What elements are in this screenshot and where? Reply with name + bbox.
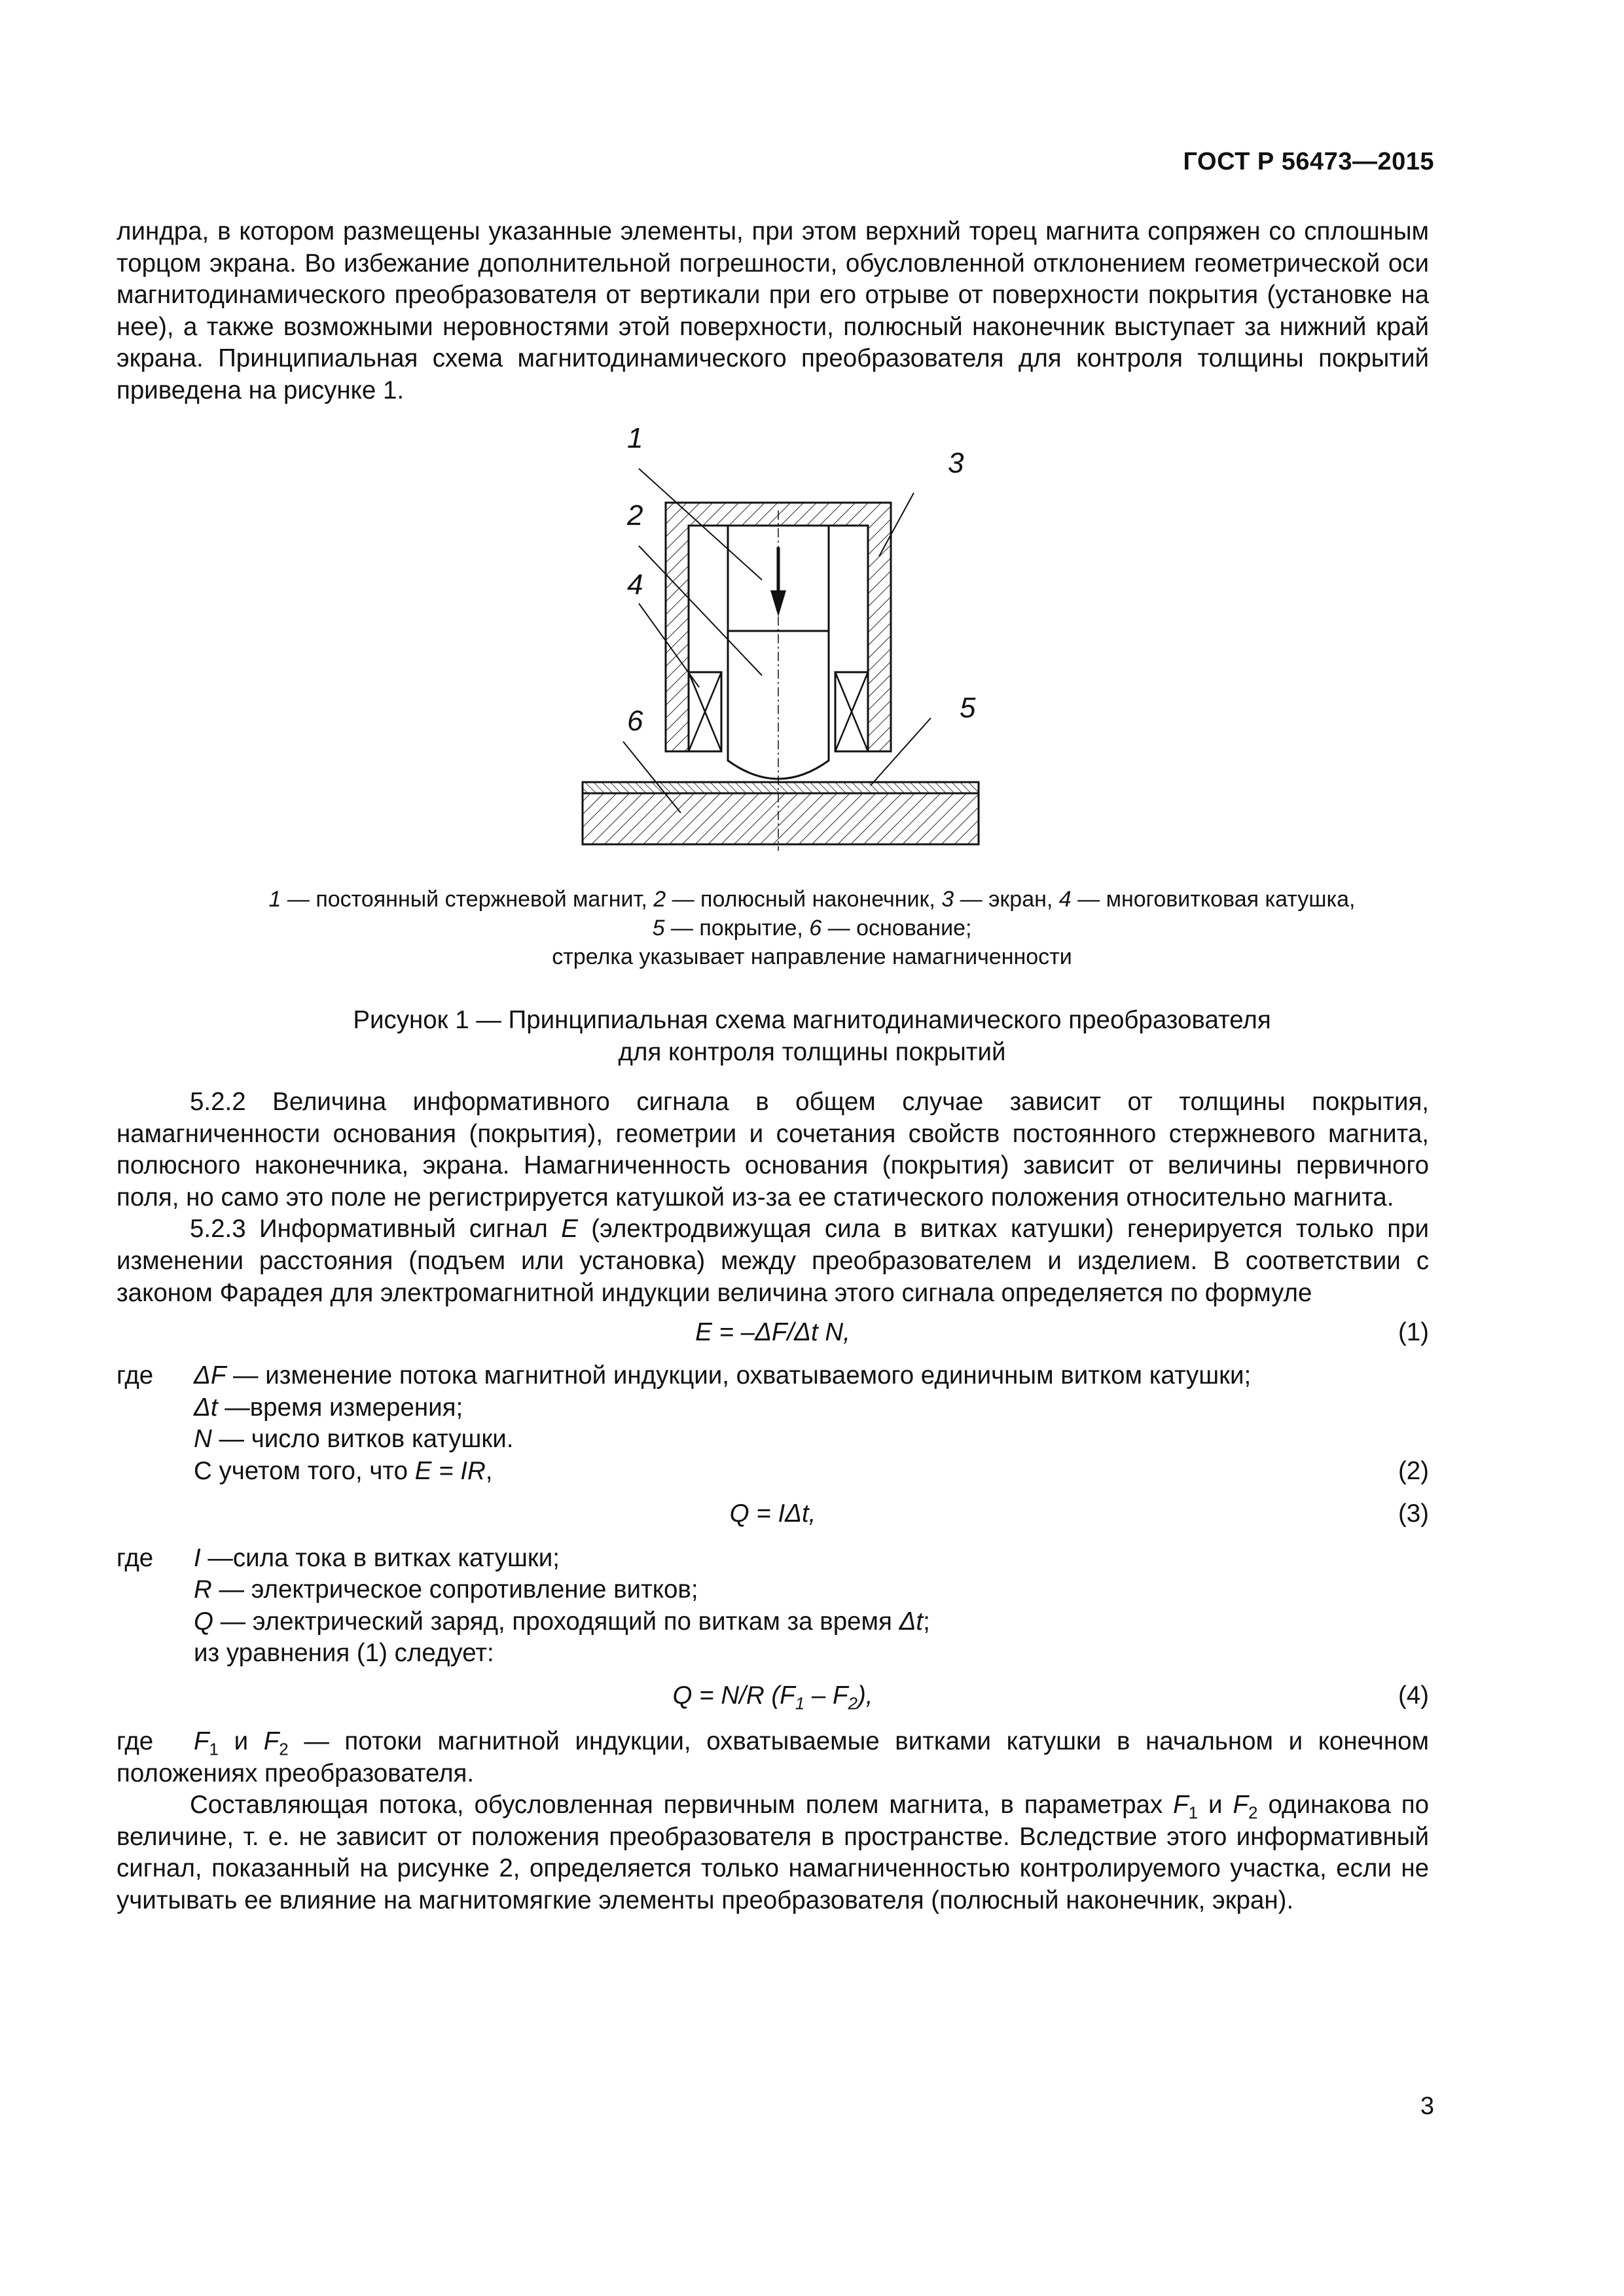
equation-3-formula: Q = IΔt, — [729, 1499, 816, 1528]
equation-4-formula: Q = N/R $(F_1 - F_2)$, — [672, 1681, 873, 1713]
figure-label-5: 5 — [960, 692, 976, 724]
where-item-q: Q — электрический заряд, проходящий по виткам за время Δt; — [194, 1607, 930, 1636]
equation-3-number: (3) — [1398, 1499, 1429, 1528]
legend-line-3: стрелка указывает направление намагниченности — [552, 944, 1072, 969]
where-block-1: где ΔF — изменение потока магнитной индукции, охватываемого единичным витком катушки; — [117, 1361, 1252, 1390]
paragraph-5-2-2: 5.2.2 Величина информативного сигнала в общем случае зависит от толщины покрытия, намагниченности основания (покрытия), геометрии и сочетания свойств постоянного стержневого магнита, полюсного наконечника, экрана. Намагниченность основания (покрытия) зависит от величины первичного поля, но само это поле не регистрируется катушкой из-за ее статического положения относительно магнита. — [117, 1088, 1429, 1211]
main-text — [117, 1086, 1429, 1916]
paragraph-5-2-3: 5.2.3 Информативный сигнал E (электродвижущая сила в витках катушки) генерируется только при изменении расстояния (подъем или установка) между преобразователем и изделием. В соответствии с законом Фарадея для электромагнитной индукции величина этого сигнала определяется по формуле — [117, 1215, 1429, 1307]
base-6 — [583, 793, 979, 844]
figure-1-diagram — [563, 419, 995, 851]
figure-label-1: 1 — [627, 422, 643, 454]
legend-line-1: 1 — постоянный стержневой магнит, 2 — полюсный наконечник, 3 — экран, 4 — многовитковая катушка, — [268, 887, 1356, 912]
from-equation-line: из уравнения (1) следует: — [194, 1639, 494, 1668]
figure-caption — [117, 1004, 1507, 1068]
where-item-dt: Δt —время измерения; — [194, 1393, 463, 1422]
intro-paragraph: линдра, в котором размещены указанные элементы, при этом верхний торец магнита сопряжен со сплошным торцом экрана. Во избежание дополнительной погрешности, обусловленной отклонением геометрической оси магнитодинамического преобразователя от вертикали при его отрыве от поверхности покрытия (установке на нее), а также возможными неровностями этой поверхности, полюсный наконечник выступает за нижний край экрана. Принципиальная схема магнитодинамического преобразователя для контроля толщины покрытий приведена на рисунке 1. — [117, 217, 1429, 404]
standard-header: ГОСТ Р 56473—2015 — [1183, 148, 1434, 175]
where-block-2: где I —сила тока в витках катушки; — [117, 1543, 560, 1572]
intro-block — [117, 216, 1429, 407]
equation-4-number: (4) — [1398, 1681, 1429, 1710]
where-item-n: N — число витков катушки. — [194, 1425, 514, 1454]
legend-line-2: 5 — покрытие, 6 — основание; — [652, 916, 972, 941]
equation-2-number: (2) — [1398, 1456, 1429, 1485]
caption-line-1: Рисунок 1 — Принципиальная схема магнитодинамического преобразователя — [353, 1006, 1271, 1034]
figure-label-4: 4 — [627, 569, 643, 601]
page-number: 3 — [1420, 2092, 1434, 2120]
equation-2-row: С учетом того, что E = IR, (2) — [117, 1456, 1429, 1488]
equation-1 — [117, 1317, 1429, 1355]
where-block-3: где $F_1$ и $F_2$ — потоки магнитной индукции, охватываемые витками катушки в начальном и конечном положениях преобразователя. — [117, 1727, 1429, 1787]
figure-label-6: 6 — [627, 705, 643, 737]
where-item-r: R — электрическое сопротивление витков; — [194, 1575, 698, 1604]
figure-label-3: 3 — [948, 447, 964, 479]
coating-5 — [583, 782, 979, 793]
equation-1-formula: E = –ΔF/Δt N, — [695, 1318, 850, 1347]
paragraph-flux-component: Составляющая потока, обусловленная первичным полем магнита, в параметрах $F_1$ и $F_2$ одинакова по величине, т. е. не зависит от положения преобразователя в пространстве. Вследствие этого информативный сигнал, показанный на рисунке 2, определяется только намагниченностью контролируемого участка, если не учитывать ее влияние на магнитомягкие элементы преобразователя (полюсный наконечник, экран). — [117, 1791, 1430, 1914]
equation-1-number: (1) — [1398, 1318, 1429, 1347]
caption-line-2: для контроля толщины покрытий — [618, 1038, 1006, 1066]
figure-legend — [117, 885, 1507, 971]
equation-4 — [117, 1680, 1429, 1718]
equation-3 — [117, 1498, 1429, 1536]
figure-label-2: 2 — [627, 499, 643, 531]
